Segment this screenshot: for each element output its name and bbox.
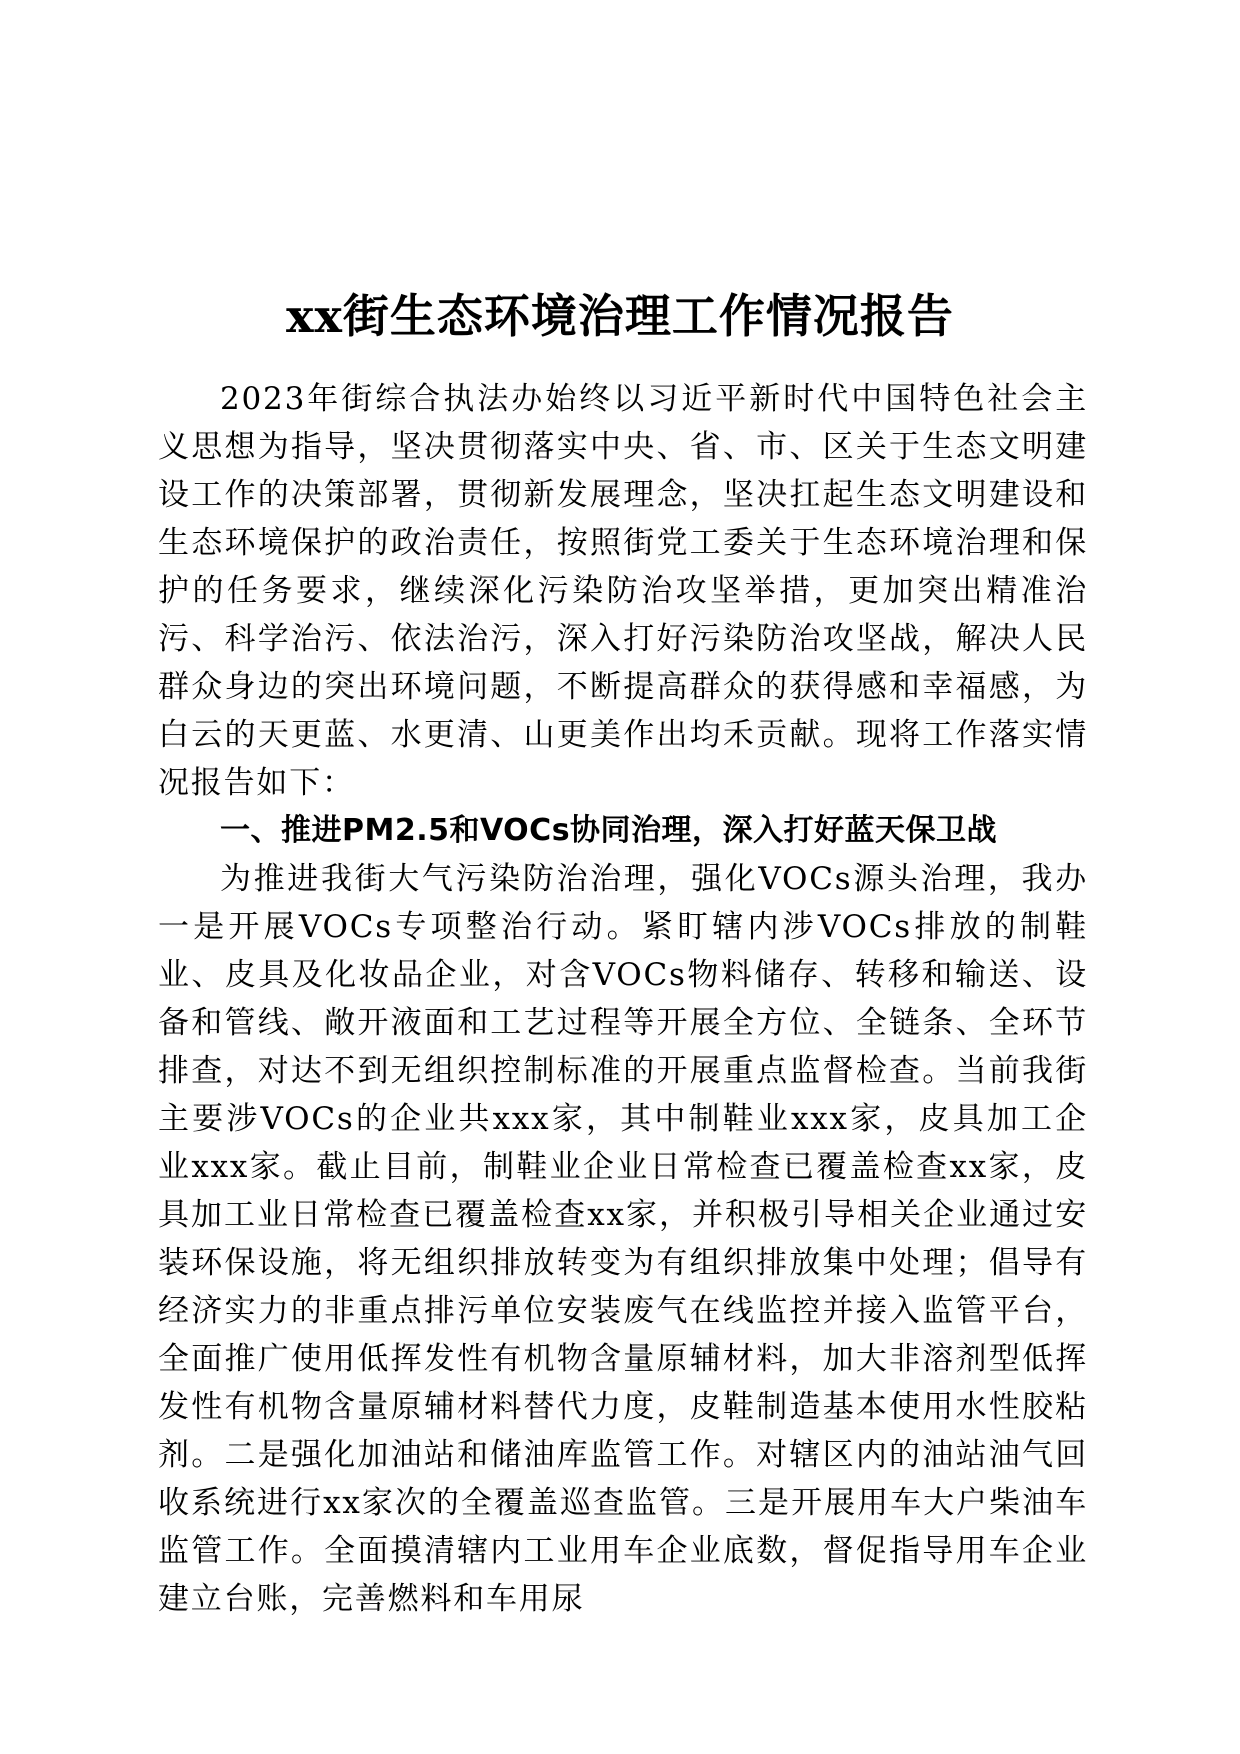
section-heading: 一、推进PM2.5和VOCs协同治理，深入打好蓝天保卫战	[220, 813, 998, 848]
document-title: xx街生态环境治理工作情况报告	[286, 288, 954, 343]
intro-paragraph: 2023年街综合执法办始终以习近平新时代中国特色社会主义思想为指导，坚决贯彻落实中央、省、市、区关于生态文明建设工作的决策部署，贯彻新发展理念，坚决扛起生态文明建设和生态环境保护的政治责任，按照街党工委关于生态环境治理和保护的任务要求，继续深化污染防治攻坚举措，更加突出精准治污、科学治污、依法治污，深入打好污染防治攻坚战，解决人民群众身边的突出环境问题，不断提高群众的获得感和幸福感，为白云的天更蓝、水更清、山更美作出均禾贡献。现将工作落实情况报告如下：	[158, 381, 1088, 801]
section-paragraph: 为推进我街大气污染防治治理，强化VOCs源头治理，我办一是开展VOCs专项整治行动。紧盯辖内涉VOCs排放的制鞋业、皮具及化妆品企业，对含VOCs物料储存、转移和输送、设备和管线、敞开液面和工艺过程等开展全方位、全链条、全环节排查，对达不到无组织控制标准的开展重点监督检查。当前我街主要涉VOCs的企业共xxx家，其中制鞋业xxx家，皮具加工企业xxx家。截止目前，制鞋业企业日常检查已覆盖检查xx家，皮具加工业日常检查已覆盖检查xx家，并积极引导相关企业通过安装环保设施，将无组织排放转变为有组织排放集中处理；倡导有经济实力的非重点排污单位安装废气在线监控并接入监管平台，全面推广使用低挥发性有机物含量原辅材料，加大非溶剂型低挥发性有机物含量原辅材料替代力度，皮鞋制造基本使用水性胶粘剂。二是强化加油站和储油库监管工作。对辖区内的油站油气回收系统进行xx家次的全覆盖巡查监管。三是开展用车大户柴油车监管工作。全面摸清辖内工业用车企业底数，督促指导用车企业建立台账，完善燃料和车用尿	[158, 861, 1088, 1617]
document-body	[158, 375, 1088, 1623]
